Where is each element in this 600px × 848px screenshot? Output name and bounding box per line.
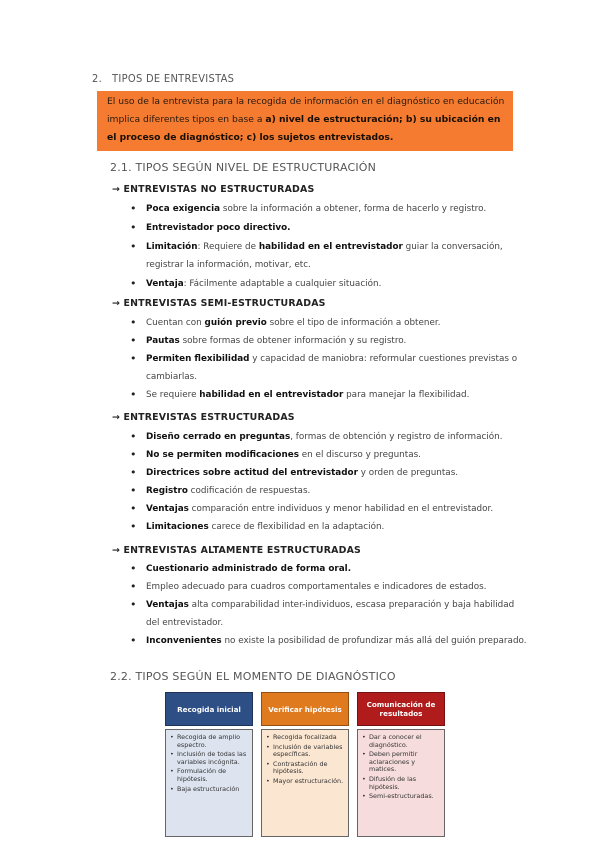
column-body bbox=[357, 729, 445, 837]
column-list bbox=[265, 734, 345, 786]
item-bold: Entrevistador poco directivo. bbox=[146, 223, 291, 233]
section-title bbox=[92, 72, 234, 85]
column-list bbox=[361, 734, 441, 801]
list-item: • Mayor estructuración. bbox=[265, 778, 345, 786]
column-header: Recogida inicial bbox=[165, 692, 253, 726]
item-text: y capacidad de maniobra: reformular cuestiones previstas o cambiarlas. bbox=[146, 354, 518, 382]
item-text: sobre la información a obtener, forma de hacerlo y registro. bbox=[220, 204, 487, 214]
list-item bbox=[128, 518, 528, 536]
subsection-title-1: 2.1. TIPOS SEGÚN NIVEL DE ESTRUCTURACIÓN bbox=[110, 161, 377, 174]
item-bold: Ventajas bbox=[146, 504, 189, 514]
list-item bbox=[128, 596, 528, 632]
list-item bbox=[128, 314, 528, 332]
item-bold: No se permiten modificaciones bbox=[146, 450, 299, 460]
column-comunicacion-resultados bbox=[357, 692, 445, 837]
list-item: • Baja estructuración bbox=[169, 786, 249, 794]
list-item bbox=[128, 446, 528, 464]
item-bold: Pautas bbox=[146, 336, 180, 346]
intro-highlight bbox=[97, 91, 513, 151]
item-text: codificación de respuestas. bbox=[187, 486, 311, 496]
item-text: comparación entre individuos y menor habilidad en el entrevistador. bbox=[188, 504, 494, 514]
list-item: • Inclusión de variables específicas. bbox=[265, 744, 345, 759]
item-text: Empleo adecuado para cuadros comportamentales e indicadores de estados. bbox=[146, 582, 487, 592]
list-item: • Contrastación de hipótesis. bbox=[265, 761, 345, 776]
item-bold: Limitación bbox=[146, 242, 198, 252]
column-header: Verificar hipótesis bbox=[261, 692, 349, 726]
item-text: guiar la conversación, registrar la información, motivar, etc. bbox=[146, 242, 503, 270]
item-text: alta comparabilidad inter-individuos, escasa preparación y baja habilidad del entrevistador. bbox=[146, 600, 515, 628]
item-text: en el discurso y preguntas. bbox=[298, 450, 421, 460]
list-item: • Formulación de hipótesis. bbox=[169, 768, 249, 783]
list-item bbox=[128, 350, 528, 386]
item-text: Cuentan con bbox=[146, 318, 205, 328]
list-item: • Difusión de las hipótesis. bbox=[361, 776, 441, 791]
list-item: • Recogida de amplio espectro. bbox=[169, 734, 249, 749]
intro-text: El uso de la entrevista para la recogida de información en el diagnóstico en educación implica diferentes tipos en base a bbox=[107, 96, 505, 125]
item-bold: habilidad en el entrevistador bbox=[258, 242, 403, 252]
list-item: • Semi-estructuradas. bbox=[361, 793, 441, 801]
list-item: • Inclusión de todas las variables incógnita. bbox=[169, 751, 249, 766]
column-list bbox=[169, 734, 249, 793]
item-bold: Inconvenientes bbox=[146, 636, 222, 646]
list-item: • Dar a conocer el diagnóstico. bbox=[361, 734, 441, 749]
diagnostic-moments-diagram bbox=[165, 692, 445, 837]
list-semi-estructuradas bbox=[128, 314, 528, 404]
item-bold: Diseño cerrado en preguntas bbox=[146, 432, 291, 442]
item-bold: Ventaja bbox=[146, 279, 184, 289]
item-bold: Registro bbox=[146, 486, 188, 496]
list-item bbox=[128, 238, 528, 274]
list-item bbox=[128, 332, 528, 350]
list-item bbox=[128, 632, 528, 650]
list-no-estructuradas bbox=[128, 200, 528, 293]
item-bold: Limitaciones bbox=[146, 522, 209, 532]
item-bold: guión previo bbox=[204, 318, 267, 328]
list-item: • Deben permitir aclaraciones y matices. bbox=[361, 751, 441, 774]
group-title-estructuradas: → ENTREVISTAS ESTRUCTURADAS bbox=[112, 412, 295, 423]
item-text: sobre el tipo de información a obtener. bbox=[266, 318, 441, 328]
item-text: , formas de obtención y registro de información. bbox=[290, 432, 503, 442]
list-estructuradas bbox=[128, 428, 528, 536]
item-bold: Permiten flexibilidad bbox=[146, 354, 250, 364]
list-altamente-estructuradas bbox=[128, 560, 528, 650]
subsection-title-2: 2.2. TIPOS SEGÚN EL MOMENTO DE DIAGNÓSTICO bbox=[110, 670, 396, 683]
item-text: y orden de preguntas. bbox=[357, 468, 459, 478]
item-bold: habilidad en el entrevistador bbox=[199, 390, 344, 400]
list-item bbox=[128, 200, 528, 218]
group-title-semi-estructuradas: → ENTREVISTAS SEMI-ESTRUCTURADAS bbox=[112, 298, 326, 309]
column-body bbox=[165, 729, 253, 837]
group-title-altamente-estructuradas: → ENTREVISTAS ALTAMENTE ESTRUCTURADAS bbox=[112, 545, 361, 556]
list-item bbox=[128, 464, 528, 482]
section-title-text: TIPOS DE ENTREVISTAS bbox=[112, 72, 235, 85]
column-body bbox=[261, 729, 349, 837]
list-item bbox=[128, 482, 528, 500]
list-item bbox=[128, 578, 528, 596]
item-text: sobre formas de obtener información y su registro. bbox=[179, 336, 407, 346]
item-text: Se requiere bbox=[146, 390, 200, 400]
item-bold: Ventajas bbox=[146, 600, 189, 610]
item-text: carece de flexibilidad en la adaptación. bbox=[208, 522, 385, 532]
list-item bbox=[128, 500, 528, 518]
column-header: Comunicación de resultados bbox=[357, 692, 445, 726]
item-text: para manejar la flexibilidad. bbox=[343, 390, 470, 400]
column-verificar-hipotesis bbox=[261, 692, 349, 837]
list-item bbox=[128, 275, 528, 293]
item-bold: Cuestionario administrado de forma oral. bbox=[146, 564, 352, 574]
column-recogida-inicial bbox=[165, 692, 253, 837]
list-item: • Recogida focalizada bbox=[265, 734, 345, 742]
list-item bbox=[128, 219, 528, 237]
list-item bbox=[128, 428, 528, 446]
section-number: 2. bbox=[92, 72, 103, 85]
item-bold: Poca exigencia bbox=[146, 204, 221, 214]
item-text: no existe la posibilidad de profundizar más allá del guión preparado. bbox=[221, 636, 527, 646]
list-item bbox=[128, 560, 528, 578]
item-text: : Requiere de bbox=[197, 242, 259, 252]
intro-bold: a) nivel de estructuración; b) su ubicación en el proceso de diagnóstico; c) los sujetos entrevistados. bbox=[107, 114, 501, 143]
item-text: : Fácilmente adaptable a cualquier situación. bbox=[183, 279, 382, 289]
list-item bbox=[128, 386, 528, 404]
group-title-no-estructuradas: → ENTREVISTAS NO ESTRUCTURADAS bbox=[112, 184, 315, 195]
item-bold: Directrices sobre actitud del entrevistador bbox=[146, 468, 358, 478]
